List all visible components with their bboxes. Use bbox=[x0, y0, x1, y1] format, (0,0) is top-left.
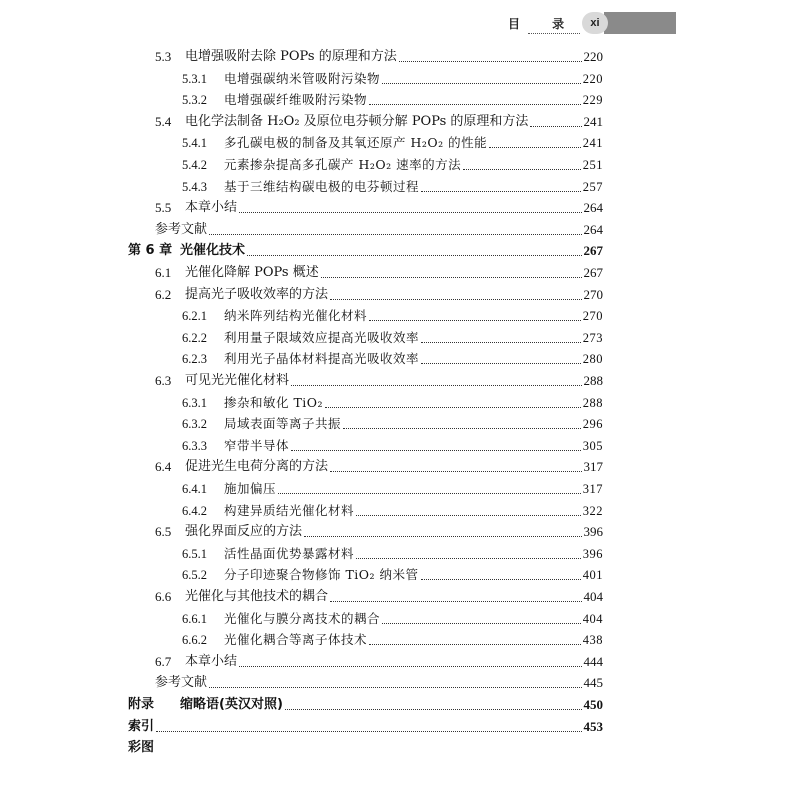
toc-leader-dots bbox=[291, 385, 581, 386]
toc-entry-page: 257 bbox=[582, 179, 603, 194]
toc-entry[interactable] bbox=[155, 48, 603, 66]
toc-entry-page: 450 bbox=[583, 697, 603, 712]
toc-entry-title: 光催化技术 bbox=[180, 243, 246, 259]
header-title: 目 录 bbox=[508, 17, 579, 31]
toc-entry-number: 6.2.2 bbox=[182, 330, 207, 345]
toc-leader-dots bbox=[421, 191, 581, 192]
toc-entry[interactable] bbox=[155, 113, 603, 131]
toc-entry[interactable] bbox=[182, 91, 603, 109]
toc-entry-number: 附录 bbox=[128, 697, 155, 712]
toc-entry[interactable] bbox=[182, 545, 603, 563]
toc-entry-title: 本章小结 bbox=[185, 200, 238, 216]
toc-entry-number: 6.6.1 bbox=[182, 611, 207, 626]
toc-entry-number: 6.7 bbox=[155, 653, 172, 669]
toc-entry[interactable] bbox=[182, 415, 603, 433]
header-rule bbox=[528, 33, 580, 34]
toc-entry-page: 317 bbox=[583, 459, 603, 475]
toc-entry[interactable] bbox=[128, 242, 603, 260]
toc-entry[interactable] bbox=[128, 739, 603, 757]
toc-entry-number: 5.5 bbox=[155, 200, 172, 216]
toc-entry[interactable] bbox=[155, 264, 603, 282]
toc-entry-title: 局域表面等离子共振 bbox=[224, 416, 342, 432]
toc-entry-number: 6.6.2 bbox=[182, 633, 207, 648]
toc-entry-number: 6.3 bbox=[155, 373, 172, 388]
toc-leader-dots bbox=[291, 450, 581, 451]
toc-leader-dots bbox=[285, 709, 582, 710]
header-bar bbox=[604, 12, 676, 34]
toc-entry-page: 241 bbox=[582, 136, 603, 151]
toc-leader-dots bbox=[382, 623, 581, 624]
toc-entry-page: 401 bbox=[582, 568, 603, 583]
toc-entry-page: 270 bbox=[583, 286, 603, 302]
toc-entry-title: 提高光子吸收效率的方法 bbox=[185, 286, 329, 302]
toc-entry-number: 5.3 bbox=[155, 49, 172, 64]
toc-entry[interactable] bbox=[155, 221, 603, 239]
toc-entry-title: 活性晶面优势暴露材料 bbox=[224, 545, 355, 561]
toc-entry-title: 彩图 bbox=[128, 740, 155, 756]
toc-leader-dots bbox=[321, 277, 582, 278]
toc-entry-number: 6.4 bbox=[155, 459, 172, 475]
toc-entry-number: 第 6 章 bbox=[128, 243, 173, 259]
toc-entry-title: 多孔碳电极的制备及其氧还原产 H₂O₂ 的性能 bbox=[224, 135, 488, 151]
toc-entry-number: 6.3.2 bbox=[182, 417, 207, 432]
toc-entry-title: 电增强碳纤维吸附污染物 bbox=[224, 92, 368, 108]
toc-entry-title: 窄带半导体 bbox=[224, 437, 290, 453]
toc-entry-number: 6.2.3 bbox=[182, 352, 207, 367]
toc-entry[interactable] bbox=[182, 631, 603, 649]
toc-leader-dots bbox=[369, 644, 581, 645]
toc-leader-dots bbox=[209, 234, 581, 235]
toc-entry-page: 396 bbox=[582, 546, 603, 561]
toc-entry-title: 参考文献 bbox=[155, 221, 208, 237]
toc-leader-dots bbox=[399, 61, 582, 62]
toc-entry-page: 305 bbox=[582, 438, 603, 453]
toc-entry[interactable] bbox=[155, 458, 603, 476]
toc-entry-page: 241 bbox=[583, 113, 603, 129]
toc-leader-dots bbox=[356, 558, 581, 559]
toc-entry-title: 施加偏压 bbox=[224, 481, 277, 496]
toc-entry-title: 光催化与膜分离技术的耦合 bbox=[224, 610, 381, 626]
toc-entry[interactable] bbox=[182, 70, 603, 88]
toc-entry-number: 6.5 bbox=[155, 524, 172, 540]
toc-leader-dots bbox=[209, 687, 581, 688]
toc-leader-dots bbox=[330, 299, 581, 300]
toc-entry-number: 6.1 bbox=[155, 265, 172, 280]
toc-entry-number: 5.3.2 bbox=[182, 93, 207, 108]
toc-entry-title: 元素掺杂提高多孔碳产 H₂O₂ 速率的方法 bbox=[224, 157, 462, 172]
toc-leader-dots bbox=[343, 428, 581, 429]
toc-entry-page: 220 bbox=[582, 71, 603, 86]
toc-entry-title: 电增强吸附去除 POPs 的原理和方法 bbox=[185, 49, 397, 64]
toc-entry-title: 掺杂和敏化 TiO₂ bbox=[224, 394, 324, 410]
toc-entry-number: 6.3.3 bbox=[182, 438, 207, 453]
toc-entry-title: 缩略语(英汉对照) bbox=[180, 697, 283, 712]
toc-entry-title: 分子印迹聚合物修饰 TiO₂ 纳米管 bbox=[224, 567, 419, 583]
toc-entry-page: 288 bbox=[583, 373, 603, 388]
toc-entry-page: 445 bbox=[583, 675, 603, 691]
toc-entry-title: 光催化与其他技术的耦合 bbox=[185, 589, 329, 604]
toc-entry[interactable] bbox=[182, 350, 603, 368]
toc-entry-page: 267 bbox=[583, 243, 603, 259]
toc-entry-title: 纳米阵列结构光催化材料 bbox=[224, 308, 368, 324]
toc-entry-number: 6.4.2 bbox=[182, 503, 207, 518]
toc-entry-page: 396 bbox=[583, 524, 603, 540]
toc-entry-page: 444 bbox=[583, 653, 603, 669]
toc-entry-title: 利用光子晶体材料提高光吸收效率 bbox=[224, 351, 420, 367]
toc-entry[interactable] bbox=[182, 566, 603, 584]
toc-entry[interactable] bbox=[182, 394, 603, 412]
toc-entry-page: 280 bbox=[582, 352, 603, 367]
toc-entry-title: 电增强碳纳米管吸附污染物 bbox=[224, 70, 381, 86]
toc-entry-page: 438 bbox=[582, 633, 603, 648]
toc-entry-number: 5.4.3 bbox=[182, 179, 207, 194]
toc-entry[interactable] bbox=[155, 588, 603, 606]
toc-entry[interactable] bbox=[182, 307, 603, 325]
toc-entry-number: 5.4.1 bbox=[182, 136, 207, 151]
toc-entry-title: 可见光光催化材料 bbox=[185, 373, 290, 388]
toc-entry[interactable] bbox=[182, 437, 603, 455]
toc-leader-dots bbox=[489, 147, 581, 148]
toc-entry-number: 6.5.2 bbox=[182, 568, 207, 583]
toc-leader-dots bbox=[382, 83, 581, 84]
toc-entry-title: 索引 bbox=[128, 718, 155, 734]
toc-entry[interactable] bbox=[182, 480, 603, 498]
toc-entry-title: 光催化耦合等离子体技术 bbox=[224, 632, 368, 648]
toc-entry-page: 264 bbox=[583, 200, 603, 216]
toc-entry-number: 6.2.1 bbox=[182, 309, 207, 324]
toc-entry-title: 基于三维结构碳电极的电芬顿过程 bbox=[224, 178, 420, 194]
toc-entry-title: 光催化降解 POPs 概述 bbox=[185, 265, 319, 280]
toc-entry[interactable] bbox=[155, 653, 603, 671]
toc-entry-page: 220 bbox=[583, 49, 603, 64]
toc-entry-title: 参考文献 bbox=[155, 675, 208, 691]
toc-entry-page: 251 bbox=[582, 158, 603, 172]
toc-leader-dots bbox=[421, 342, 581, 343]
toc-entry[interactable] bbox=[128, 718, 603, 736]
toc-leader-dots bbox=[239, 212, 581, 213]
toc-entry[interactable] bbox=[182, 134, 603, 152]
toc-entry[interactable] bbox=[182, 156, 603, 174]
toc-entry-page: 404 bbox=[583, 589, 603, 604]
toc-leader-dots bbox=[325, 407, 581, 408]
toc-entry[interactable] bbox=[182, 610, 603, 628]
toc-entry-number: 5.3.1 bbox=[182, 71, 207, 86]
toc-leader-dots bbox=[304, 536, 581, 537]
toc-entry-number: 6.4.1 bbox=[182, 482, 207, 496]
toc-entry-number: 6.5.1 bbox=[182, 546, 207, 561]
toc-leader-dots bbox=[463, 169, 581, 170]
toc-leader-dots bbox=[369, 320, 581, 321]
toc-entry-page: 322 bbox=[582, 503, 603, 518]
toc-entry-title: 本章小结 bbox=[185, 653, 238, 669]
toc-entry-page: 229 bbox=[582, 93, 603, 108]
toc-entry-page: 288 bbox=[582, 395, 603, 410]
toc-entry-number: 6.6 bbox=[155, 589, 172, 604]
toc-entry-page: 404 bbox=[582, 611, 603, 626]
toc-leader-dots bbox=[278, 493, 581, 494]
toc-entry-number: 6.3.1 bbox=[182, 395, 207, 410]
toc-entry-page: 273 bbox=[582, 330, 603, 345]
header-page-number: xi bbox=[582, 12, 608, 34]
toc-entry[interactable] bbox=[128, 696, 603, 714]
toc-entry[interactable] bbox=[155, 286, 603, 304]
toc-entry-page: 267 bbox=[583, 265, 603, 280]
toc-entry-page: 264 bbox=[583, 221, 603, 237]
toc-entry[interactable] bbox=[155, 199, 603, 217]
toc-leader-dots bbox=[421, 363, 581, 364]
toc-entry[interactable] bbox=[155, 674, 603, 692]
toc-entry-title: 电化学法制备 H₂O₂ 及原位电芬顿分解 POPs 的原理和方法 bbox=[185, 113, 529, 129]
toc-leader-dots bbox=[239, 666, 581, 667]
toc-leader-dots bbox=[330, 471, 581, 472]
toc-leader-dots bbox=[247, 255, 581, 256]
toc-leader-dots bbox=[330, 601, 581, 602]
toc-leader-dots bbox=[156, 731, 581, 732]
toc-entry-title: 强化界面反应的方法 bbox=[185, 524, 303, 540]
toc-entry-number: 5.4.2 bbox=[182, 158, 207, 172]
toc-entry[interactable] bbox=[155, 523, 603, 541]
toc-leader-dots bbox=[369, 104, 581, 105]
toc-leader-dots bbox=[530, 126, 581, 127]
toc-entry-number: 6.2 bbox=[155, 286, 172, 302]
toc-entry-title: 利用量子限域效应提高光吸收效率 bbox=[224, 329, 420, 345]
toc-entry-page: 453 bbox=[583, 718, 603, 734]
toc-entry-page: 317 bbox=[582, 482, 603, 496]
toc-entry-title: 促进光生电荷分离的方法 bbox=[185, 459, 329, 475]
toc-leader-dots bbox=[421, 579, 581, 580]
toc-entry[interactable] bbox=[182, 502, 603, 520]
toc-entry-number: 5.4 bbox=[155, 113, 172, 129]
toc-entry-page: 296 bbox=[582, 417, 603, 432]
toc-leader-dots bbox=[356, 515, 581, 516]
toc-entry[interactable] bbox=[155, 372, 603, 390]
toc-entry-page: 270 bbox=[582, 309, 603, 324]
toc-entry[interactable] bbox=[182, 329, 603, 347]
toc-entry[interactable] bbox=[182, 178, 603, 196]
toc-entry-title: 构建异质结光催化材料 bbox=[224, 502, 355, 518]
